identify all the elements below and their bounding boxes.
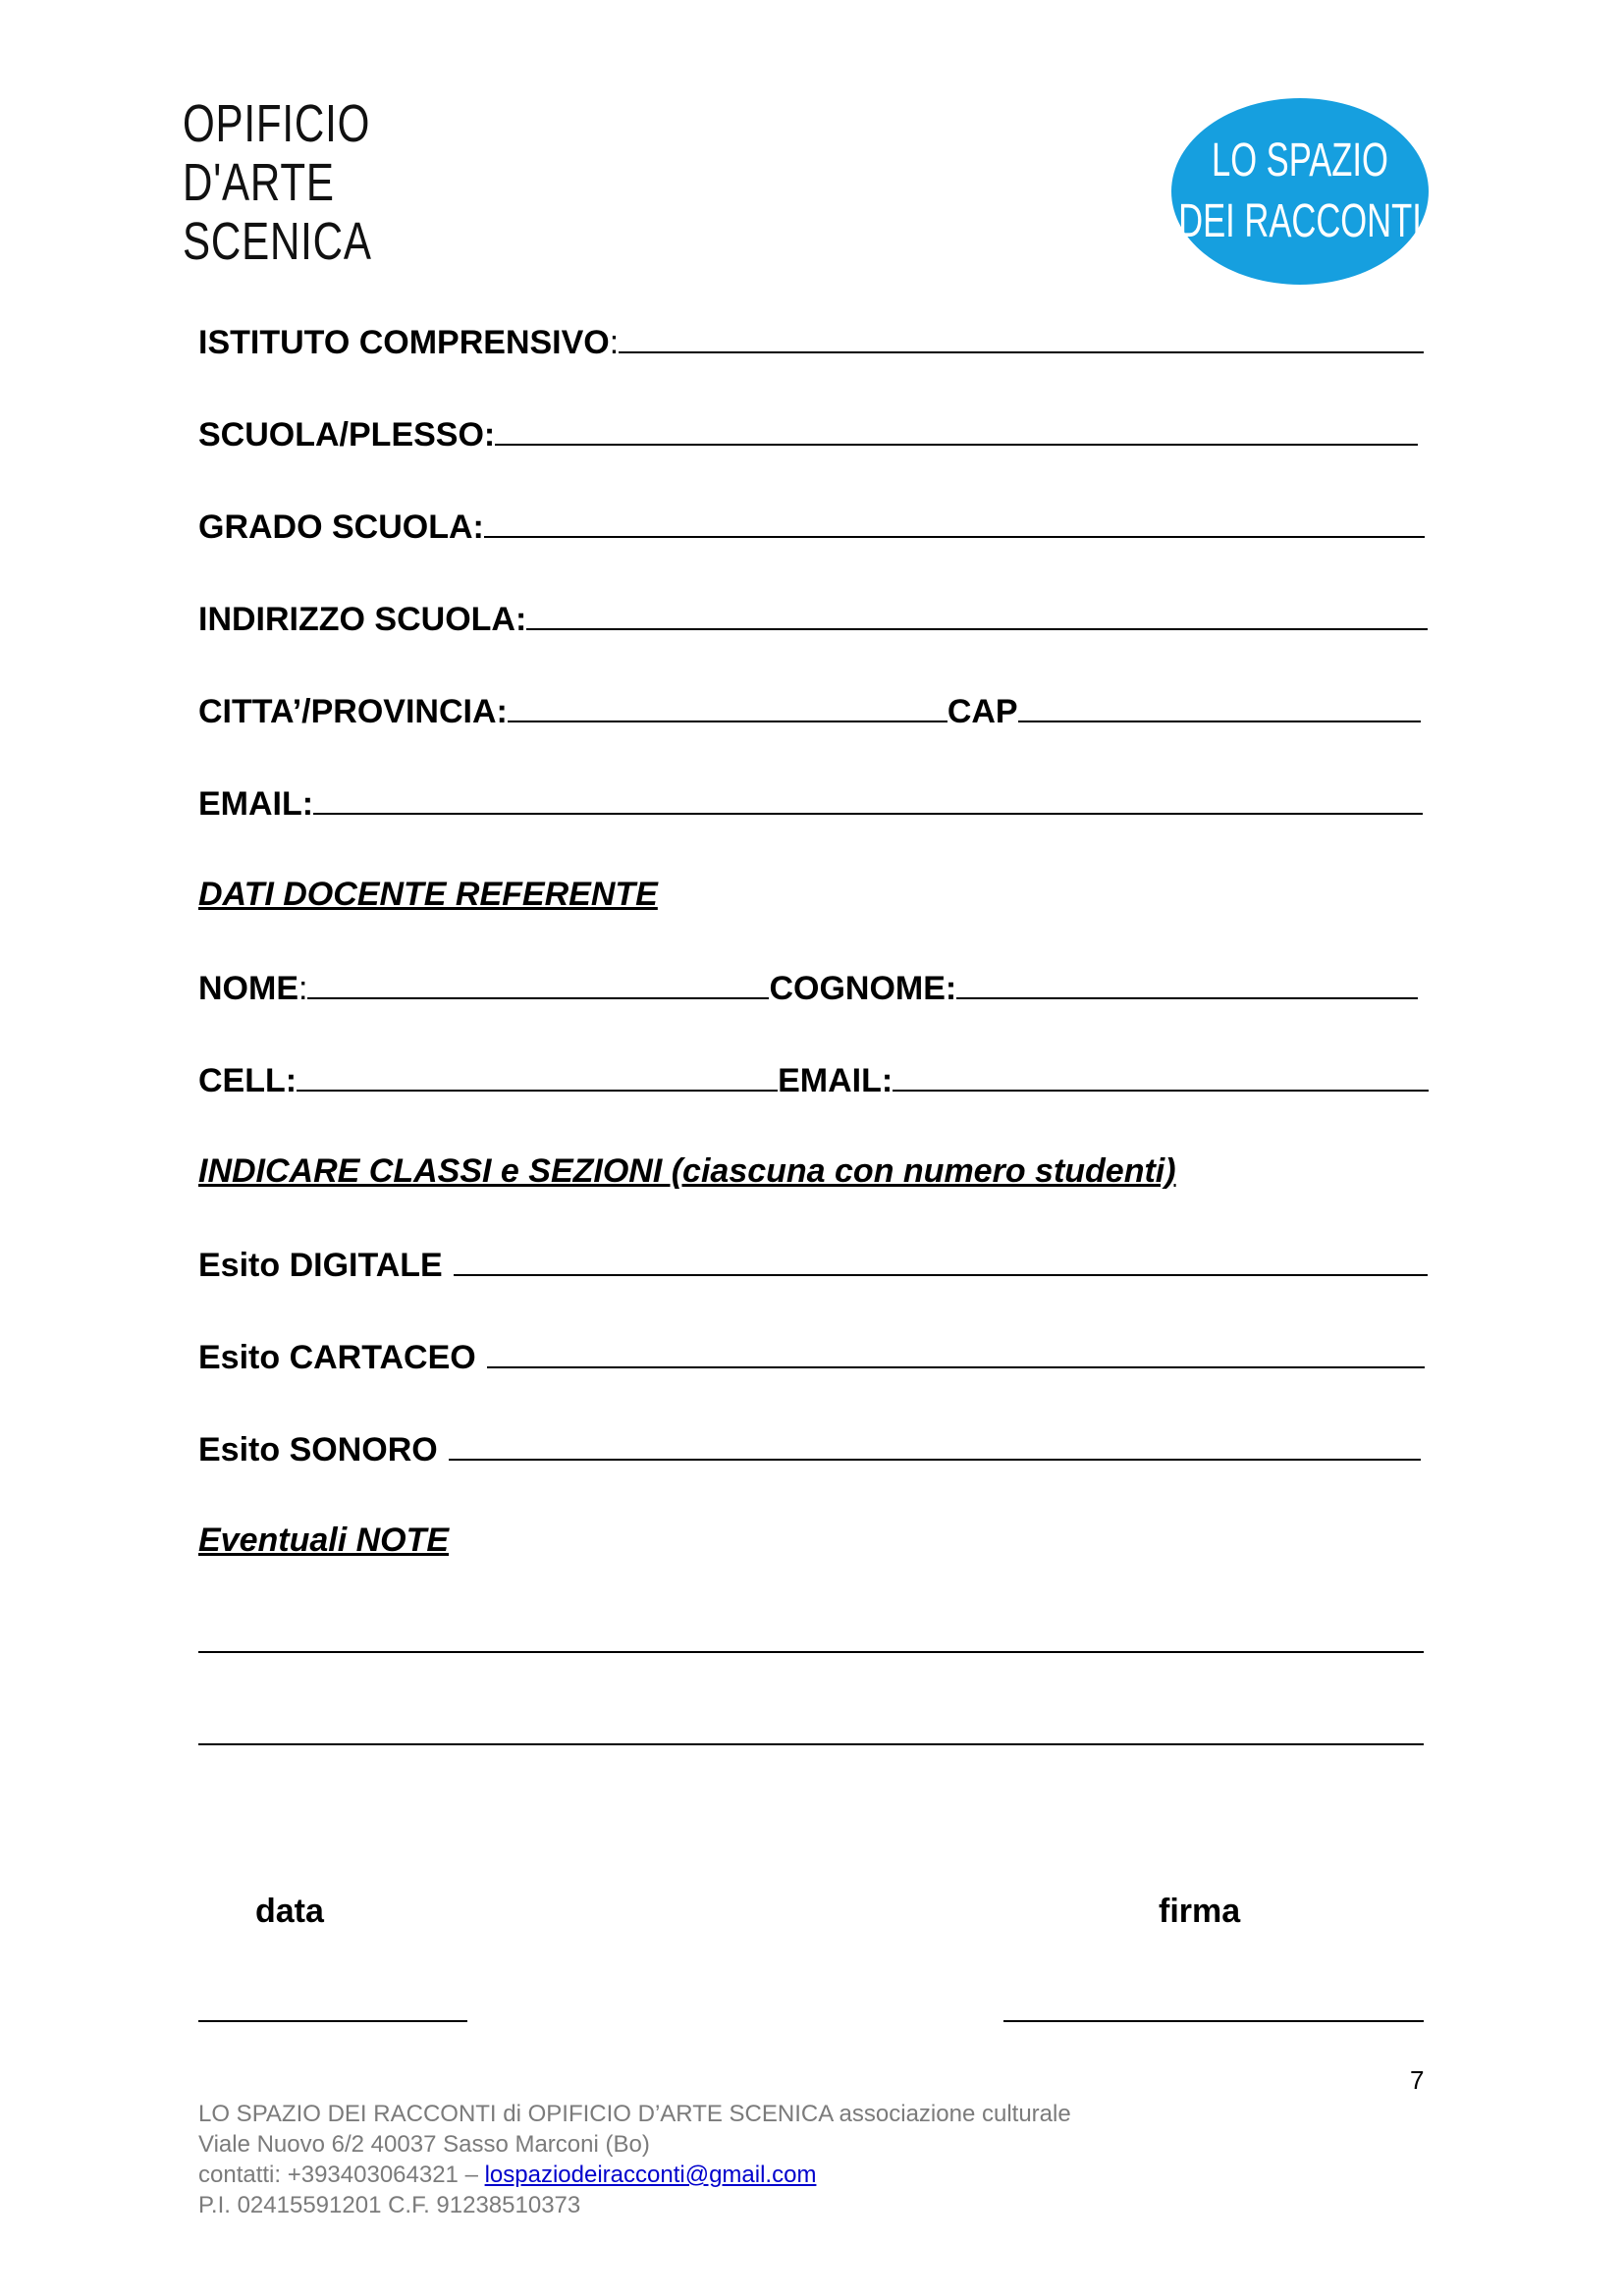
field-email bbox=[198, 783, 1423, 827]
field-nome-label: NOME bbox=[198, 970, 298, 1007]
field-docente-email-line[interactable] bbox=[893, 1060, 1429, 1092]
field-citta-label: CITTA’/PROVINCIA: bbox=[198, 693, 508, 730]
field-esito-sonoro-label: Esito SONORO bbox=[198, 1431, 438, 1468]
field-cell-label: CELL: bbox=[198, 1062, 298, 1099]
logo-left-line2: D'ARTE bbox=[183, 153, 335, 212]
field-esito-sonoro-line[interactable] bbox=[449, 1429, 1421, 1461]
page-number: 7 bbox=[1410, 2065, 1425, 2095]
field-grado-label: GRADO SCUOLA: bbox=[198, 508, 484, 546]
footer-email-link[interactable]: lospaziodeiracconti@gmail.com bbox=[484, 2162, 817, 2188]
field-esito-digitale-label: Esito DIGITALE bbox=[198, 1247, 443, 1284]
field-istituto-line[interactable] bbox=[619, 322, 1424, 353]
note-line-1[interactable] bbox=[198, 1649, 1424, 1653]
field-istituto-label: ISTITUTO COMPRENSIVO bbox=[198, 324, 610, 361]
field-nome-cognome bbox=[198, 968, 1418, 1011]
lo-spazio-logo bbox=[1171, 98, 1429, 285]
field-indirizzo bbox=[198, 599, 1428, 642]
field-nome-colon: : bbox=[298, 970, 308, 1007]
field-scuola-label: SCUOLA/PLESSO: bbox=[198, 416, 496, 454]
field-email-label: EMAIL: bbox=[198, 785, 314, 823]
field-cognome-label: COGNOME: bbox=[769, 970, 957, 1007]
field-esito-digitale-line[interactable] bbox=[454, 1245, 1428, 1276]
field-nome-line[interactable] bbox=[307, 968, 769, 999]
logo-left-line1: OPIFICIO bbox=[183, 94, 371, 153]
footer-line4: P.I. 02415591201 C.F. 91238510373 bbox=[198, 2192, 581, 2218]
field-email-line[interactable] bbox=[313, 783, 1423, 815]
note-line-2[interactable] bbox=[198, 1741, 1424, 1745]
field-indirizzo-label: INDIRIZZO SCUOLA: bbox=[198, 601, 527, 638]
field-indirizzo-line[interactable] bbox=[526, 599, 1428, 630]
footer bbox=[198, 2099, 1071, 2220]
footer-contact bbox=[198, 2160, 1071, 2190]
data-line[interactable] bbox=[198, 2018, 467, 2022]
firma-label: firma bbox=[1159, 1893, 1241, 1930]
field-cap-label: CAP bbox=[947, 693, 1018, 730]
field-istituto bbox=[198, 322, 1424, 365]
field-cell-email bbox=[198, 1060, 1429, 1103]
logo-right-line2: DEI RACCONTI bbox=[1178, 195, 1422, 247]
section-classi-heading: INDICARE CLASSI e SEZIONI (ciascuna con numero studenti) bbox=[198, 1152, 1176, 1190]
section-docente-heading: DATI DOCENTE REFERENTE bbox=[198, 876, 658, 913]
field-esito-cartaceo-label: Esito CARTACEO bbox=[198, 1339, 476, 1376]
data-label: data bbox=[255, 1893, 324, 1930]
field-docente-email-label: EMAIL: bbox=[778, 1062, 893, 1099]
field-grado bbox=[198, 507, 1425, 550]
field-citta-line[interactable] bbox=[508, 691, 947, 722]
field-cognome-line[interactable] bbox=[956, 968, 1418, 999]
field-cell-line[interactable] bbox=[297, 1060, 778, 1092]
field-grado-line[interactable] bbox=[484, 507, 1425, 538]
section-note-heading: Eventuali NOTE bbox=[198, 1522, 450, 1559]
firma-line[interactable] bbox=[1003, 2018, 1424, 2022]
footer-line2: Viale Nuovo 6/2 40037 Sasso Marconi (Bo) bbox=[198, 2131, 650, 2158]
field-esito-cartaceo bbox=[198, 1337, 1425, 1380]
field-esito-digitale bbox=[198, 1245, 1428, 1288]
field-istituto-colon: : bbox=[609, 324, 620, 361]
field-esito-cartaceo-line[interactable] bbox=[487, 1337, 1425, 1368]
field-esito-sonoro bbox=[198, 1429, 1421, 1472]
opificio-logo bbox=[183, 94, 372, 271]
field-scuola-line[interactable] bbox=[495, 414, 1418, 446]
logo-left-line3: SCENICA bbox=[183, 212, 372, 271]
footer-line1: LO SPAZIO DEI RACCONTI di OPIFICIO D’ARTE SCENICA associazione culturale bbox=[198, 2101, 1071, 2127]
footer-contact-prefix: contatti: +393403064321 – bbox=[198, 2162, 485, 2188]
field-scuola bbox=[198, 414, 1418, 457]
logo-right-line1: LO SPAZIO bbox=[1212, 134, 1388, 187]
field-citta-cap bbox=[198, 691, 1421, 734]
field-cap-line[interactable] bbox=[1018, 691, 1421, 722]
